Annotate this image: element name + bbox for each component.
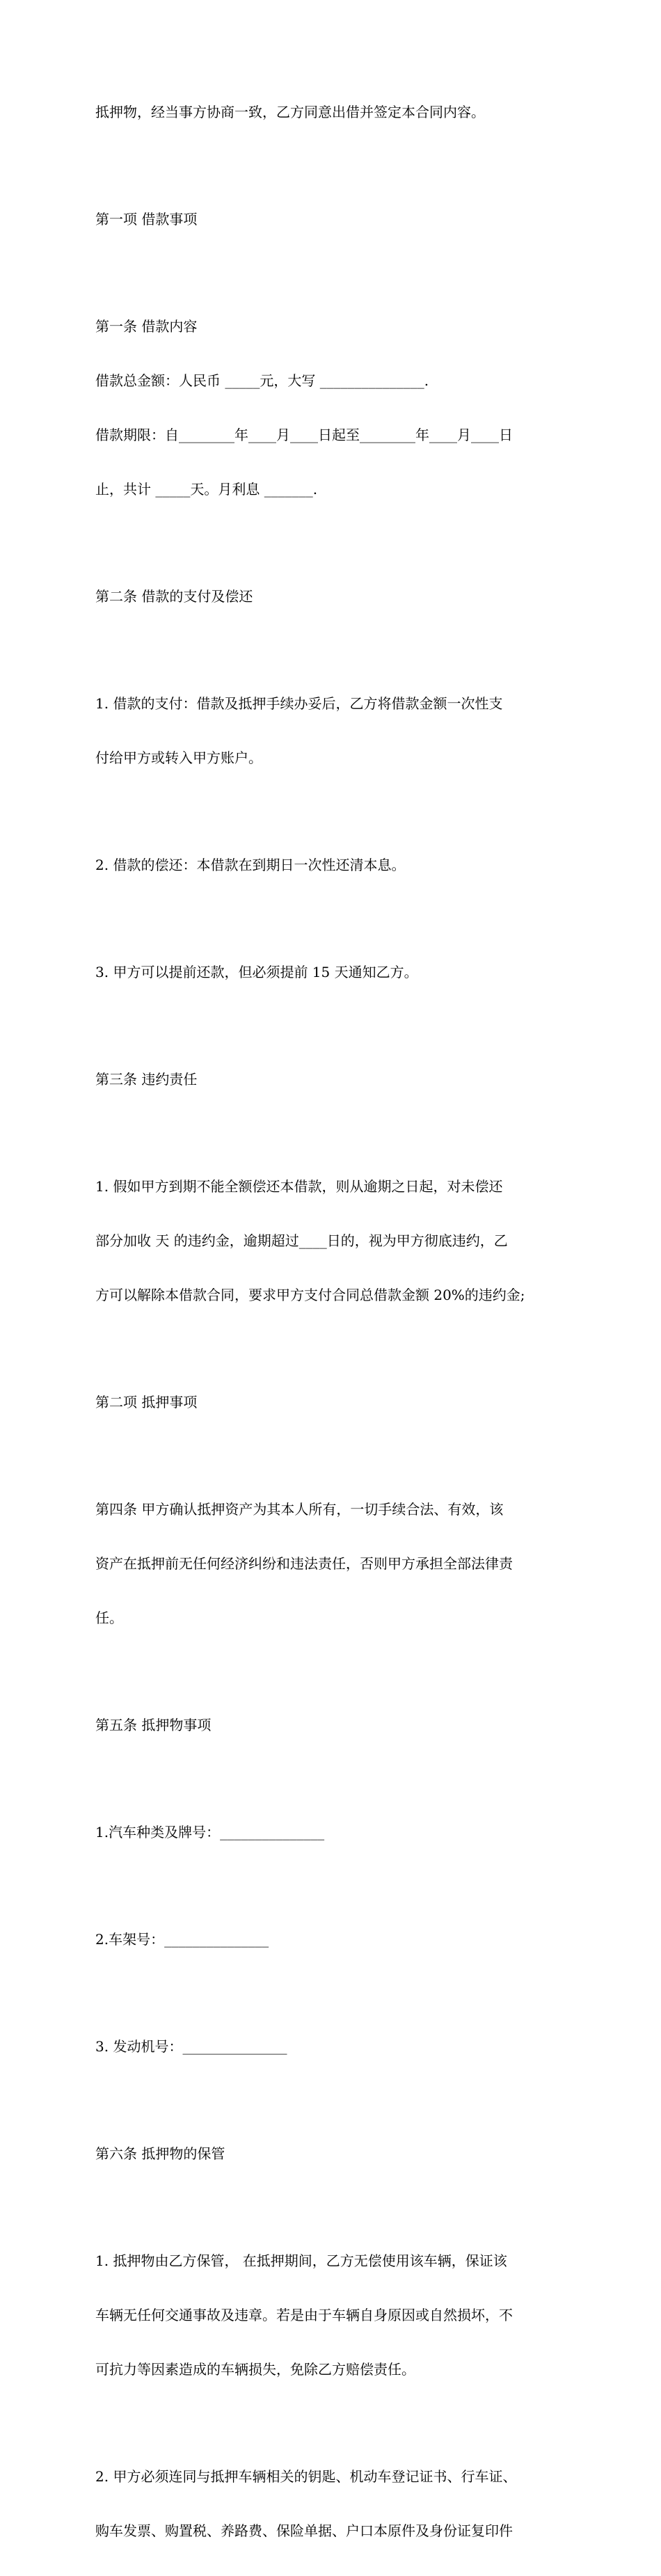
article-3-item-1 xyxy=(95,1141,575,1340)
text-line: 1. 借款的支付：借款及抵押手续办妥后，乙方将借款金额一次性支 xyxy=(95,695,503,712)
loan-term-line: 借款期限：自________年____月____日起至________年____月____日 xyxy=(95,427,513,443)
engine-number-field xyxy=(95,2001,575,2092)
text-line: 购车发票、购置税、养路费、保险单据、户口本原件及身份证复印件 xyxy=(95,2522,513,2539)
text-line: 第四条 甲方确认抵押资产为其本人所有，一切手续合法、有效，该 xyxy=(95,1501,504,1518)
article-4 xyxy=(95,1464,575,1663)
text-line: 部分加收 天 的违约金，逾期超过____日的，视为甲方彻底违约，乙 xyxy=(95,1232,508,1249)
heading-text: 第二条 借款的支付及偿还 xyxy=(95,588,253,605)
article-2-item-1 xyxy=(95,658,575,803)
text-line: 可抗力等因素造成的车辆损失，免除乙方赔偿责任。 xyxy=(95,2361,415,2378)
article-2-item-3 xyxy=(95,927,575,1017)
text-line: 1. 假如甲方到期不能全额偿还本借款，则从逾期之日起，对未偿还 xyxy=(95,1178,503,1195)
text-line: 2. 甲方必须连同与抵押车辆相关的钥匙、机动车登记证书、行车证、 xyxy=(95,2468,517,2485)
article-6-item-2 xyxy=(95,2431,575,2576)
heading-text: 第三条 违约责任 xyxy=(95,1071,198,1088)
document-body xyxy=(95,67,575,2576)
heading-text: 第五条 抵押物事项 xyxy=(95,1717,212,1733)
text-line: 2. 借款的偿还：本借款在到期日一次性还清本息。 xyxy=(95,857,406,873)
heading-text: 第二项 抵押事项 xyxy=(95,1394,198,1410)
article-6-title xyxy=(95,2108,575,2199)
text-line: 2.车架号：_______________ xyxy=(95,1931,269,1948)
text-line: 车辆无任何交通事故及违章。若是由于车辆自身原因或自然损坏，不 xyxy=(95,2307,513,2323)
section-2-title xyxy=(95,1357,575,1447)
text-line: 方可以解除本借款合同，要求甲方支付合同总借款金额 20%的违约金; xyxy=(95,1287,525,1303)
vehicle-type-field xyxy=(95,1787,575,1877)
text-line: 3. 发动机号：_______________ xyxy=(95,2038,287,2055)
article-5-title xyxy=(95,1680,575,1770)
intro-paragraph xyxy=(95,67,575,157)
article-2-title xyxy=(95,551,575,642)
text-line: 任。 xyxy=(95,1609,123,1626)
article-2-item-2 xyxy=(95,820,575,910)
article-1-title: 第一条 借款内容 xyxy=(95,318,198,335)
text-line: 1.汽车种类及牌号：_______________ xyxy=(95,1824,325,1840)
vin-field xyxy=(95,1894,575,1985)
heading-text: 第一项 借款事项 xyxy=(95,211,198,228)
text-line: 1. 抵押物由乙方保管， 在抵押期间，乙方无偿使用该车辆，保证该 xyxy=(95,2252,507,2269)
loan-interest-line: 止，共计 _____天。月利息 _______. xyxy=(95,481,318,498)
article-3-title xyxy=(95,1034,575,1124)
text-line: 3. 甲方可以提前还款，但必须提前 15 天通知乙方。 xyxy=(95,964,418,980)
heading-text: 第六条 抵押物的保管 xyxy=(95,2145,225,2162)
text-line: 付给甲方或转入甲方账户。 xyxy=(95,749,262,766)
text-line: 抵押物，经当事方协商一致，乙方同意出借并签定本合同内容。 xyxy=(95,104,485,120)
section-1-title xyxy=(95,174,575,264)
text-line: 资产在抵押前无任何经济纠纷和违法责任，否则甲方承担全部法律责 xyxy=(95,1555,513,1572)
article-1 xyxy=(95,281,575,534)
article-6-item-1 xyxy=(95,2216,575,2415)
loan-amount-line: 借款总金额：人民币 _____元，大写 _______________. xyxy=(95,372,429,389)
